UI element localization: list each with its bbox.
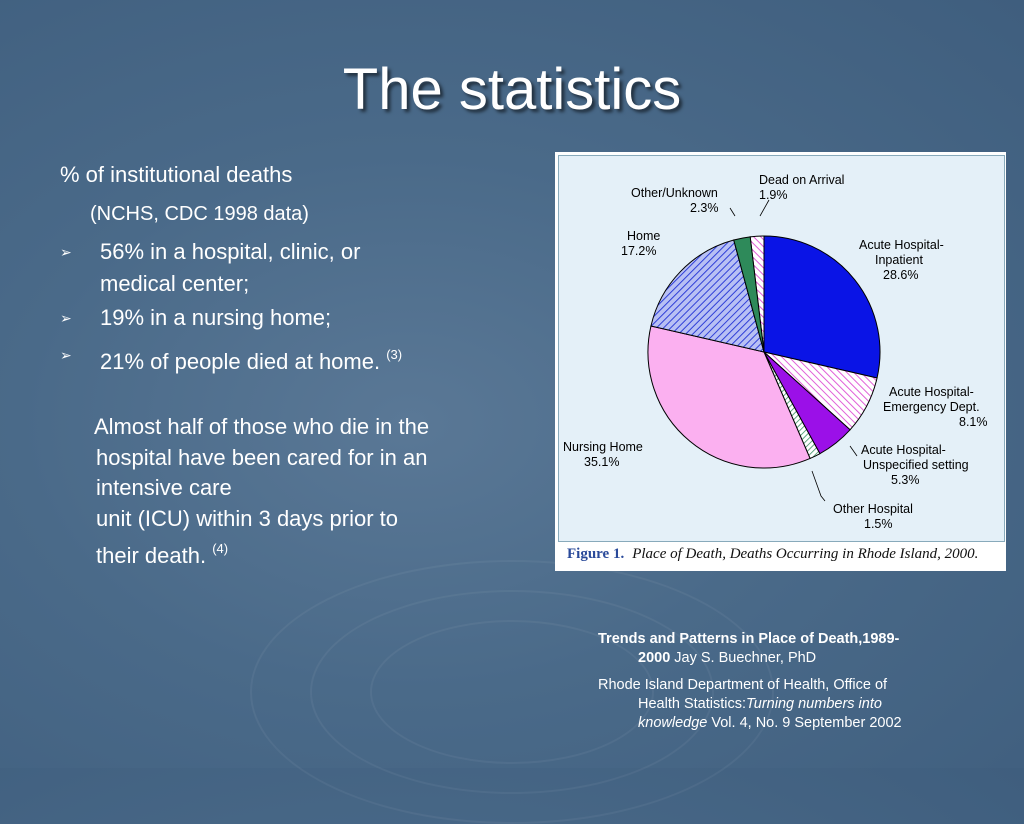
label-acute-inpatient: Acute Hospital-Inpatient 28.6% <box>859 238 944 282</box>
citation-1 <box>598 630 899 668</box>
para-line-last <box>96 534 510 572</box>
label-dead-on-arrival: Dead on Arrival 1.9% <box>759 173 845 202</box>
citation-1-author: Jay S. Buechner, PhD <box>670 650 817 666</box>
leader-line-dead-on-arrival <box>760 200 769 216</box>
para-ref: (4) <box>212 541 229 556</box>
bullet-3-ref: (3) <box>386 347 403 362</box>
bullet-3 <box>100 339 402 378</box>
bullet-1-line1: 56% in a hospital, clinic, or <box>100 239 361 264</box>
arrow-bullet-icon: ➢ <box>60 310 72 326</box>
figure-panel <box>558 155 1005 542</box>
citation-2-italic: Turning numbers into <box>746 696 882 712</box>
icu-paragraph <box>94 412 510 572</box>
citation-2 <box>598 676 902 733</box>
pie-chart <box>559 156 1004 541</box>
arrow-bullet-icon: ➢ <box>60 244 72 260</box>
intro-text: % of institutional deaths <box>60 162 293 187</box>
leader-line-other-hospital <box>812 471 825 501</box>
figure-caption-label: Figure 1. <box>567 546 625 562</box>
citation-2-line2: Health Statistics: <box>638 696 746 712</box>
label-other-unknown: Other/Unknown 2.3% <box>631 186 719 215</box>
citation-1-title-cont: 2000 <box>638 650 671 666</box>
citation-2-line3: Vol. 4, No. 9 September 2002 <box>707 715 902 731</box>
figure-caption <box>567 546 997 563</box>
bullet-1 <box>100 236 360 300</box>
source-text: (NCHS, CDC 1998 data) <box>90 203 309 225</box>
para-line: their death. <box>96 543 207 568</box>
leader-line-other-unknown <box>730 208 735 216</box>
para-line: intensive care <box>96 475 232 500</box>
slide-title: The statistics <box>342 57 682 122</box>
citation-1-title: Trends and Patterns in Place of Death,1989- <box>598 631 900 647</box>
citation-2-italic2: knowledge <box>638 715 708 731</box>
bullet-3-text: 21% of people died at home. <box>100 349 381 374</box>
para-line: unit (ICU) within 3 days prior to <box>96 505 398 531</box>
label-other-hospital: Other Hospital 1.5% <box>833 502 913 531</box>
label-nursing-home: Nursing Home 35.1% <box>563 440 643 469</box>
para-line: hospital have been cared for in an <box>96 444 428 470</box>
pie-figure <box>555 152 1006 571</box>
label-acute-unspecified: Acute Hospital-Unspecified setting 5.3% <box>861 443 969 487</box>
arrow-bullet-icon: ➢ <box>60 347 72 363</box>
para-line: Almost half of those who die in the <box>94 414 430 439</box>
bullet-1-line2: medical center; <box>100 271 250 296</box>
bullet-2: 19% in a nursing home; <box>100 305 332 330</box>
figure-caption-text: Place of Death, Deaths Occurring in Rhode Island, 2000. <box>632 546 979 562</box>
label-acute-emergency: Acute Hospital-Emergency Dept. 8.1% <box>883 385 988 429</box>
citation-2-line1: Rhode Island Department of Health, Office of <box>598 677 888 693</box>
label-home: Home 17.2% <box>621 229 661 258</box>
leader-line-unspecified <box>850 446 857 456</box>
